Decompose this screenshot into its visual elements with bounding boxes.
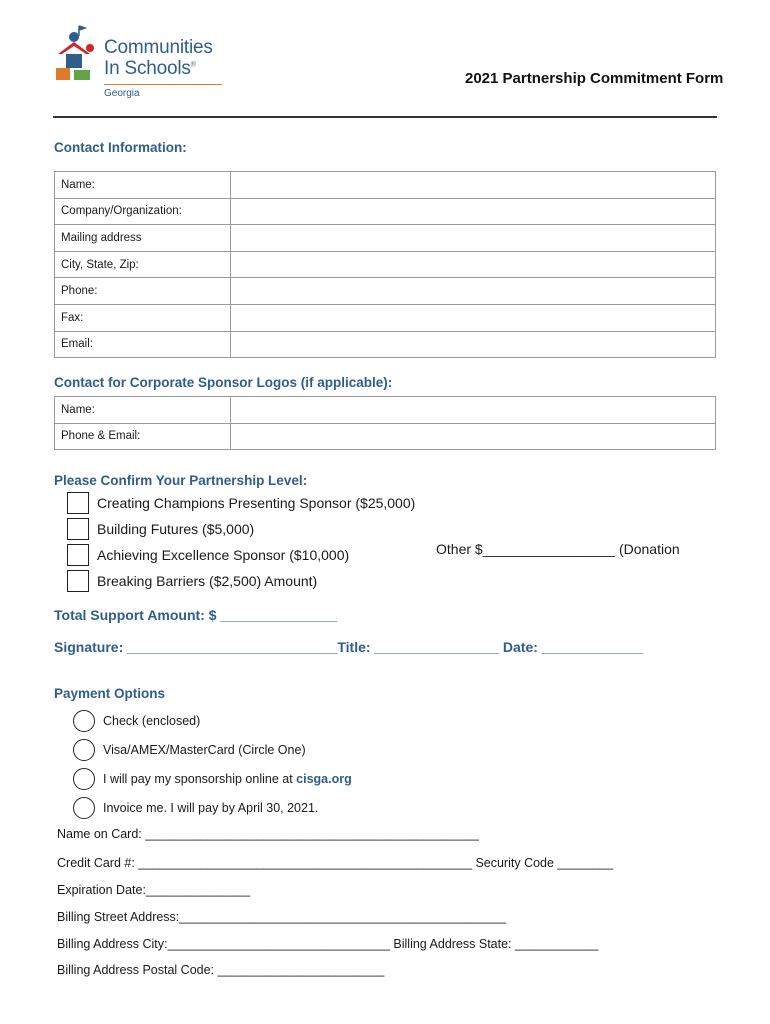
expiration-date-field[interactable]: Expiration Date:_______________ — [57, 883, 251, 897]
cisga-link[interactable]: cisga.org — [296, 772, 352, 786]
table-row — [55, 225, 716, 252]
logos-contact-table — [54, 396, 716, 450]
name-on-card-field[interactable]: Name on Card: ________________________________________________ — [57, 827, 479, 841]
level-barriers-checkbox[interactable] — [67, 570, 89, 592]
payment-option-card[interactable] — [73, 739, 306, 761]
logos-label-phone-email: Phone & Email: — [55, 423, 231, 450]
table-row — [55, 251, 716, 278]
billing-city-state-field[interactable]: Billing Address City:________________________________ Billing Address State: ____________ — [57, 937, 599, 951]
level-option-barriers[interactable] — [67, 570, 317, 592]
table-row — [55, 331, 716, 358]
table-row — [55, 304, 716, 331]
contact-label-phone: Phone: — [55, 278, 231, 305]
level-futures-label: Building Futures ($5,000) — [97, 521, 255, 537]
table-row — [55, 172, 716, 199]
billing-street-field[interactable]: Billing Street Address:_______________________________________________ — [57, 910, 507, 924]
payment-option-online[interactable] — [73, 768, 352, 790]
logos-label-name: Name: — [55, 397, 231, 424]
contact-phone-field[interactable] — [231, 278, 716, 305]
contact-label-company: Company/Organization: — [55, 198, 231, 225]
level-excellence-checkbox[interactable] — [67, 544, 89, 566]
signature-title-date-field[interactable]: Signature: ___________________________Title: ________________ Date: _____________ — [54, 639, 644, 655]
level-futures-checkbox[interactable] — [67, 518, 89, 540]
contact-address-field[interactable] — [231, 225, 716, 252]
contact-name-field[interactable] — [231, 172, 716, 199]
payment-card-radio[interactable] — [73, 739, 95, 761]
table-row — [55, 423, 716, 450]
contact-label-name: Name: — [55, 172, 231, 199]
cis-logo-icon — [52, 24, 104, 82]
table-row — [55, 198, 716, 225]
level-option-champions[interactable] — [67, 492, 415, 514]
contact-label-fax: Fax: — [55, 304, 231, 331]
levels-heading: Please Confirm Your Partnership Level: — [54, 473, 308, 488]
level-barriers-label: Breaking Barriers ($2,500) Amount) — [97, 573, 318, 589]
contact-company-field[interactable] — [231, 198, 716, 225]
logo-text-georgia: Georgia — [104, 88, 140, 99]
contact-label-email: Email: — [55, 331, 231, 358]
level-champions-checkbox[interactable] — [67, 492, 89, 514]
payment-invoice-radio[interactable] — [73, 797, 95, 819]
credit-card-field[interactable]: Credit Card #: ________________________________________________ Security Code ________ — [57, 856, 614, 870]
logo — [52, 22, 232, 102]
other-donation-field[interactable]: Other $_________________ (Donation — [436, 541, 680, 557]
payment-check-label: Check (enclosed) — [103, 714, 201, 728]
contact-email-field[interactable] — [231, 331, 716, 358]
contact-table — [54, 171, 716, 358]
level-option-excellence[interactable] — [67, 544, 349, 566]
logo-text-communities: Communities — [104, 37, 213, 58]
billing-postal-field[interactable]: Billing Address Postal Code: ________________________ — [57, 963, 385, 977]
contact-city-field[interactable] — [231, 251, 716, 278]
payment-card-label: Visa/AMEX/MasterCard (Circle One) — [103, 743, 306, 757]
logos-phone-email-field[interactable] — [231, 423, 716, 450]
level-option-futures[interactable] — [67, 518, 254, 540]
payment-check-radio[interactable] — [73, 710, 95, 732]
logo-rule — [104, 84, 222, 85]
payment-heading: Payment Options — [54, 686, 166, 701]
level-excellence-label: Achieving Excellence Sponsor ($10,000) — [97, 547, 350, 563]
contact-label-city: City, State, Zip: — [55, 251, 231, 278]
level-champions-label: Creating Champions Presenting Sponsor ($25,000) — [97, 495, 416, 511]
title-divider — [53, 116, 717, 118]
contact-fax-field[interactable] — [231, 304, 716, 331]
contact-heading: Contact Information: — [54, 140, 187, 155]
payment-option-invoice[interactable] — [73, 797, 318, 819]
table-row — [55, 278, 716, 305]
total-support-field[interactable]: Total Support Amount: $ _______________ — [54, 607, 338, 623]
logos-name-field[interactable] — [231, 397, 716, 424]
payment-online-radio[interactable] — [73, 768, 95, 790]
contact-label-address: Mailing address — [55, 225, 231, 252]
logos-contact-heading: Contact for Corporate Sponsor Logos (if applicable): — [54, 375, 393, 390]
form-title: 2021 Partnership Commitment Form — [465, 70, 724, 87]
payment-option-check[interactable] — [73, 710, 200, 732]
payment-online-label: I will pay my sponsorship online at cisga.org — [103, 772, 352, 786]
payment-invoice-label: Invoice me. I will pay by April 30, 2021. — [103, 801, 319, 815]
table-row — [55, 397, 716, 424]
logo-text-in-schools: In Schools® — [104, 58, 196, 79]
